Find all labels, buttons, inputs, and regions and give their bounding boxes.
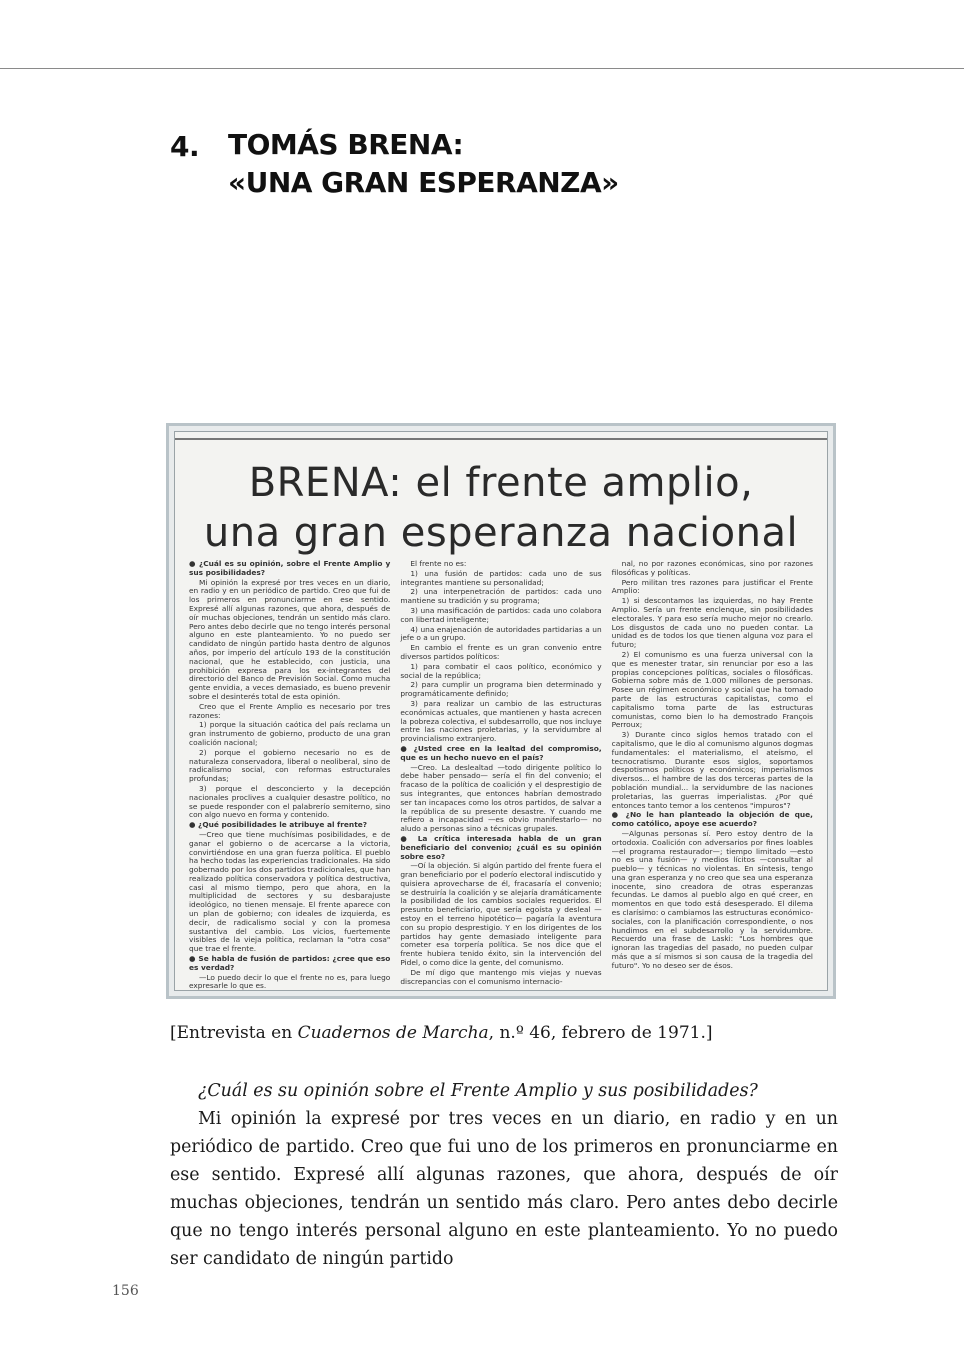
clipping-paragraph: 1) porque la situación caótica del país reclama un gran instrumento de gobierno, producto de una gran coalición nacional; — [189, 720, 391, 747]
clipping-top-rule — [175, 438, 827, 440]
clipping-question: ● ¿Cuál es su opinión, sobre el Frente Amplio y sus posibilidades? — [189, 560, 390, 578]
clipping-question: ● ¿Usted cree en la lealtad del compromiso, que es un hecho nuevo en el país? — [400, 745, 601, 763]
clipping-headline-line-2: una gran esperanza nacional — [203, 510, 799, 556]
interview-question: ¿Cuál es su opinión sobre el Frente Amplio y sus posibilidades? — [198, 1081, 758, 1101]
clipping-question: ● Se habla de fusión de partidos: ¿cree que eso es verdad? — [189, 955, 390, 973]
newspaper-clipping — [166, 423, 836, 999]
interview-answer: Mi opinión la expresé por tres veces en un diario, en radio y en un periódico de partido. Creo que fui uno de los primeros en pronunciarme en ese sentido. Expresé allí algunas razones, que ahora, después de oír muchas objeciones, tendrán un sentido más claro. Pero antes debo decirle que no tengo interés personal alguno en este planteamiento. Yo no puedo ser candidato de ningún partido — [170, 1109, 838, 1269]
clipping-paragraph: nal, no por razones económicas, sino por razones filosóficas y políticas. — [611, 559, 813, 577]
clipping-paragraph: El frente no es: — [410, 559, 467, 568]
clipping-paragraph: Mi opinión la expresé por tres veces en un diario, en radio y en un periódico de partido. Creo que fui de los primeros en pronunciarme en ese sentido. Expresé allí algunas razones, que ahora, después de oír muchas objeciones, tendrán un sentido más claro. Pero antes debo decirle que no tengo interés personal alguno en este planteamiento. Yo no puedo ser candidato de ningún partido hasta dentro de algunos años, por imperio del artículo 193 de la constitución nacional, que he establecido, con justicia, una prohibición expresa para los ex-integrantes del directorio del Banco de Previsión Social. Como mucha gente envidia, a veces demasiado, es bueno prevenir sobre el desinterés total de esta opinión. — [189, 577, 391, 701]
clipping-headline — [175, 458, 827, 558]
body-text — [170, 1077, 838, 1273]
citation-prefix: [Entrevista en — [170, 1023, 298, 1043]
page-number: 156 — [112, 1283, 139, 1299]
citation-source: Cuadernos de Marcha — [297, 1023, 489, 1043]
clipping-paper — [174, 431, 828, 991]
clipping-paragraph: 2) para cumplir un programa bien determinado y programáticamente definido; — [400, 680, 602, 699]
clipping-paragraph: En cambio el frente es un gran convenio entre diversos partidos políticos: — [400, 643, 602, 661]
clipping-paragraph: 3) para realizar un cambio de las estructuras económicas actuales, que mantienen y hasta acrecen la pobreza colectiva, el subdesarrollo, que nos incluye entre las naciones proletarias, y la servidumbre al provincialismo extranjero. — [400, 698, 602, 744]
clipping-paragraph: 4) una enajenación de autoridades partidarias a un jefe o a un grupo. — [400, 624, 602, 643]
chapter-title-line-2: «UNA GRAN ESPERANZA» — [228, 166, 619, 199]
clipping-paragraph: Creo que el Frente Amplio es necesario por tres razones: — [189, 701, 391, 720]
clipping-paragraph: 1) si descontamos las izquierdas, no hay Frente Amplio. Sería un frente enclenque, sin posibilidades electorales. Y para eso sería mucho mejor no crearlo. Los disgustos de cada uno no pueden contar. La unidad es de todos los que tienen alguna voz para el futuro; — [611, 596, 813, 650]
clipping-columns — [189, 559, 813, 991]
clipping-question: ● La crítica interesada habla de un gran beneficiario del convenio; ¿cuál es su opinión sobre eso? — [400, 835, 601, 861]
clipping-question: ● ¿No le han planteado la objeción de que, como católico, apoye ese acuerdo? — [612, 811, 813, 829]
header-rule — [0, 68, 964, 69]
clipping-paragraph: De mí digo que mantengo mis viejas y nuevas discrepancias con el comunismo internacio- — [400, 967, 602, 986]
clipping-paragraph: 3) una masificación de partidos: cada uno colabora con libertad inteligente; — [400, 605, 602, 624]
clipping-question: ● ¿Qué posibilidades le atribuye al frente? — [189, 821, 390, 830]
clipping-paragraph: —Lo puedo decir lo que el frente no es, para luego expresarle lo que es. — [189, 972, 391, 991]
clipping-paragraph: Pero militan tres razones para justificar el Frente Amplio: — [611, 577, 813, 596]
clipping-column-2 — [400, 559, 602, 986]
clipping-paragraph: 1) una fusión de partidos: cada uno de sus integrantes mantiene su personalidad; — [400, 568, 602, 587]
clipping-paragraph: —Oí la objeción. Si algún partido del frente fuera el gran beneficiario por el poderío electoral indiscutido y quisiera aprovecharse de él, fracasaría el convenio; se destruiría la coalición y se alejaría dramáticamente la posibilidad de los cambios sociales requeridos. El presunto beneficiario, que sería egoísta y desleal —estoy en el terreno hipotético— pagaría la aventura con su propio desprestigio. Y en los dirigentes de los partidos hay gente demasiado inteligente para cometer esa torpería política. Se nos dice que el frente hubiera tenido éxito, sin la intervención del Pidel, o como dice la gente, del comunismo. — [400, 861, 602, 968]
clipping-paragraph: 2) El comunismo es una fuerza universal con la que es menester tratar, sin renunciar por eso a las propias concepciones políticas, sociales o filosóficas. Gobierna sobre más de 1.000 millones de personas. Posee un régimen económico y social que ha tomado parte de las estructuras capitalistas, como el capitalismo toma parte de las estructuras comunistas, como bien lo ha demostrado François Perroux; — [611, 649, 813, 730]
clipping-paragraph: 2) porque el gobierno necesario no es de naturaleza conservadora, liberal o neoliberal, sino de radicalismo social, con reformas estructurales profundas; — [189, 747, 391, 784]
clipping-paragraph: —Creo que tiene muchísimas posibilidades, e de ganar el gobierno o de acercarse a la victoria, convirtiéndose en una gran fuerza política. El pueblo ha hecho todas las experiencias tradicionales. Ha sido gobernado por los dos partidos tradicionales, que han realizado política conservadora y política destructiva, casi al mismo tiempo, pero que ahora, en la multiplicidad de sectores y su desbarajuste ideológico, no tienen mensaje. El frente aparece con un plan de gobierno; con ideales de izquierda, es decir, de radicalismo social y con la promesa sustantiva del cambio. Los vicios, fuertemente visibles de la vieja política, reclaman la "otra cosa" que trae el frente. — [189, 829, 391, 954]
clipping-column-3 — [612, 560, 813, 980]
clipping-headline-line-1: BRENA: el frente amplio, — [248, 460, 754, 506]
source-citation — [170, 1023, 713, 1043]
clipping-paragraph: 3) porque el desconcierto y la decepción nacionales proclives a cualquier desastre político, no se puede responder con el palabrerío semiterno, sino con algo nuevo en forma y contenido. — [189, 783, 391, 820]
clipping-column-1 — [189, 559, 391, 991]
chapter-title-line-1: TOMÁS BRENA: — [228, 128, 464, 161]
clipping-paragraph: 3) Durante cinco siglos hemos tratado con el capitalismo, que le dio al comunismo algunos dogmas fundamentales: el materialismo, el ateísmo, el tecnocratismo. Durante esos siglos, soportamos despotismos políticos y económicos; imperialismos diversos... el hambre de las dos terceras partes de la población mundial... la servidumbre de las naciones proletarias, las guerras imperialistas. ¿Por qué entonces tanto temor a los centenos "impuros"? — [611, 730, 813, 810]
clipping-paragraph: —Algunas personas sí. Pero estoy dentro de la ortodoxia. Coalición con adversarios por fines loables —el programa restaurador—; tiempo limitado —esto no es una fusión— y medios lícitos —consultar al pueblo— y técnicas no violentas. En síntesis, tengo una gran esperanza y no creo que sea una esperanza inocente, sino creadora de otras esperanzas fecundas. Le damos al pueblo algo en qué creer, en momentos en que todo está desesperado. El dilema es clarísimo: o cambiamos las estructuras económico-sociales, con la planificación correspondiente, o nos hundimos en el subdesarrollo y la servidumbre. Recuerdo una frase de Laski: "Los hombres que ignoran las tragedias del pasado, no pueden culpar más que a sí mismos si son causa de la tragedia del futuro". Yo no deseo ser de ésos. — [611, 828, 813, 970]
citation-suffix: , n.º 46, febrero de 1971.] — [488, 1023, 713, 1043]
clipping-paragraph: 2) una interpenetración de partidos: cada uno mantiene su tradición y su programa; — [400, 587, 602, 606]
clipping-paragraph: 1) para combatir el caos político, económico y social de la república; — [400, 661, 602, 680]
chapter-number: 4. — [170, 130, 200, 163]
clipping-paragraph: —Creo. La deslealtad —todo dirigente político lo debe haber pensado— sería el fin del convenio; el fracaso de la política de coalición y el desprestigio de sus integrantes, que entonces habrían demostrado ser tan incapaces como los otros partidos, de salvar a la república de su presente desastre. Y cuando me refiero a incapacidad —es obvio manifestarlo— no aludo a personas sino a técnicas grupales. — [400, 762, 602, 834]
